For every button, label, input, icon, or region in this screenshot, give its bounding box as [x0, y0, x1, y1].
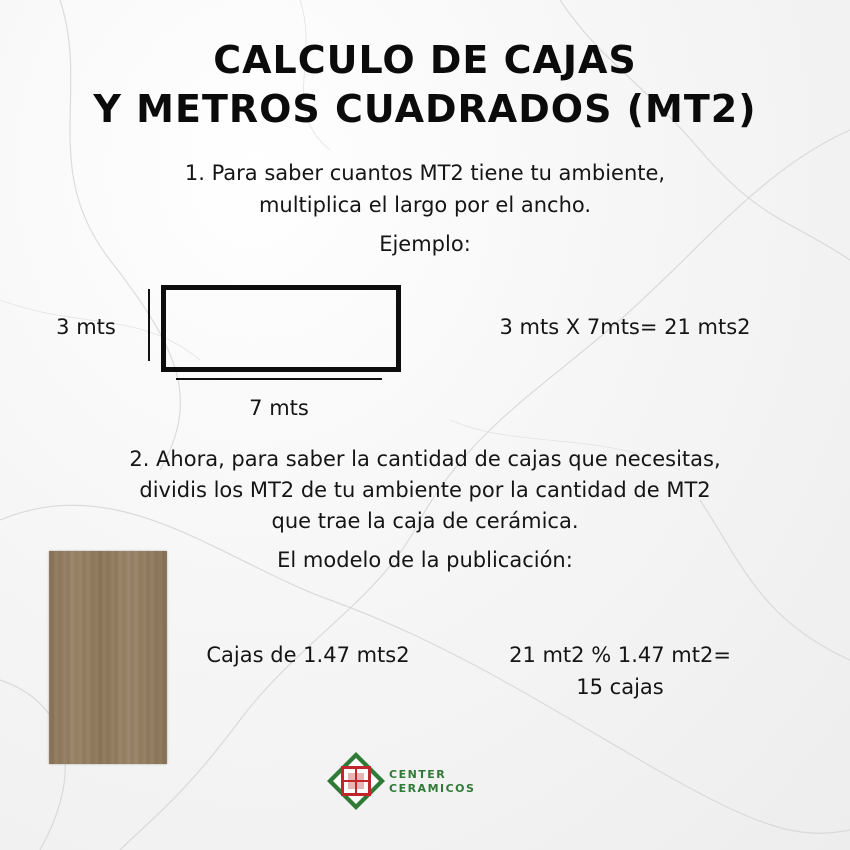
height-label: 3 mts	[56, 315, 116, 339]
step2-line-2: dividis los MT2 de tu ambiente por la cantidad de MT2	[139, 478, 711, 502]
step2-line-1: 2. Ahora, para saber la cantidad de cajas que necesitas,	[129, 447, 721, 471]
width-dimension-line	[176, 378, 382, 380]
wood-tile-sample	[49, 551, 167, 764]
brand-name-line-2: CERAMICOS	[389, 782, 476, 795]
room-rectangle	[161, 285, 401, 372]
boxes-formula-line-1: 21 mt2 % 1.47 mt2=	[509, 643, 731, 667]
height-dimension-line	[148, 289, 150, 361]
title-line-1: CALCULO DE CAJAS	[213, 38, 637, 82]
example-label: Ejemplo:	[379, 232, 471, 256]
step1-line-1: 1. Para saber cuantos MT2 tiene tu ambiente,	[184, 161, 666, 185]
page-title	[0, 36, 850, 134]
step2-line-3: que trae la caja de cerámica.	[271, 509, 579, 533]
width-label: 7 mts	[249, 396, 309, 420]
boxes-formula-line-2: 15 cajas	[576, 675, 664, 699]
area-formula: 3 mts X 7mts= 21 mts2	[499, 315, 751, 339]
brand-name-line-1: CENTER	[389, 768, 447, 781]
center-ceramicos-logo-icon	[326, 751, 386, 811]
title-line-2: Y METROS CUADRADOS (MT2)	[93, 87, 757, 131]
model-label: El modelo de la publicación:	[277, 548, 573, 572]
step1-line-2: multiplica el largo por el ancho.	[258, 193, 592, 217]
box-size-label: Cajas de 1.47 mts2	[206, 643, 410, 667]
